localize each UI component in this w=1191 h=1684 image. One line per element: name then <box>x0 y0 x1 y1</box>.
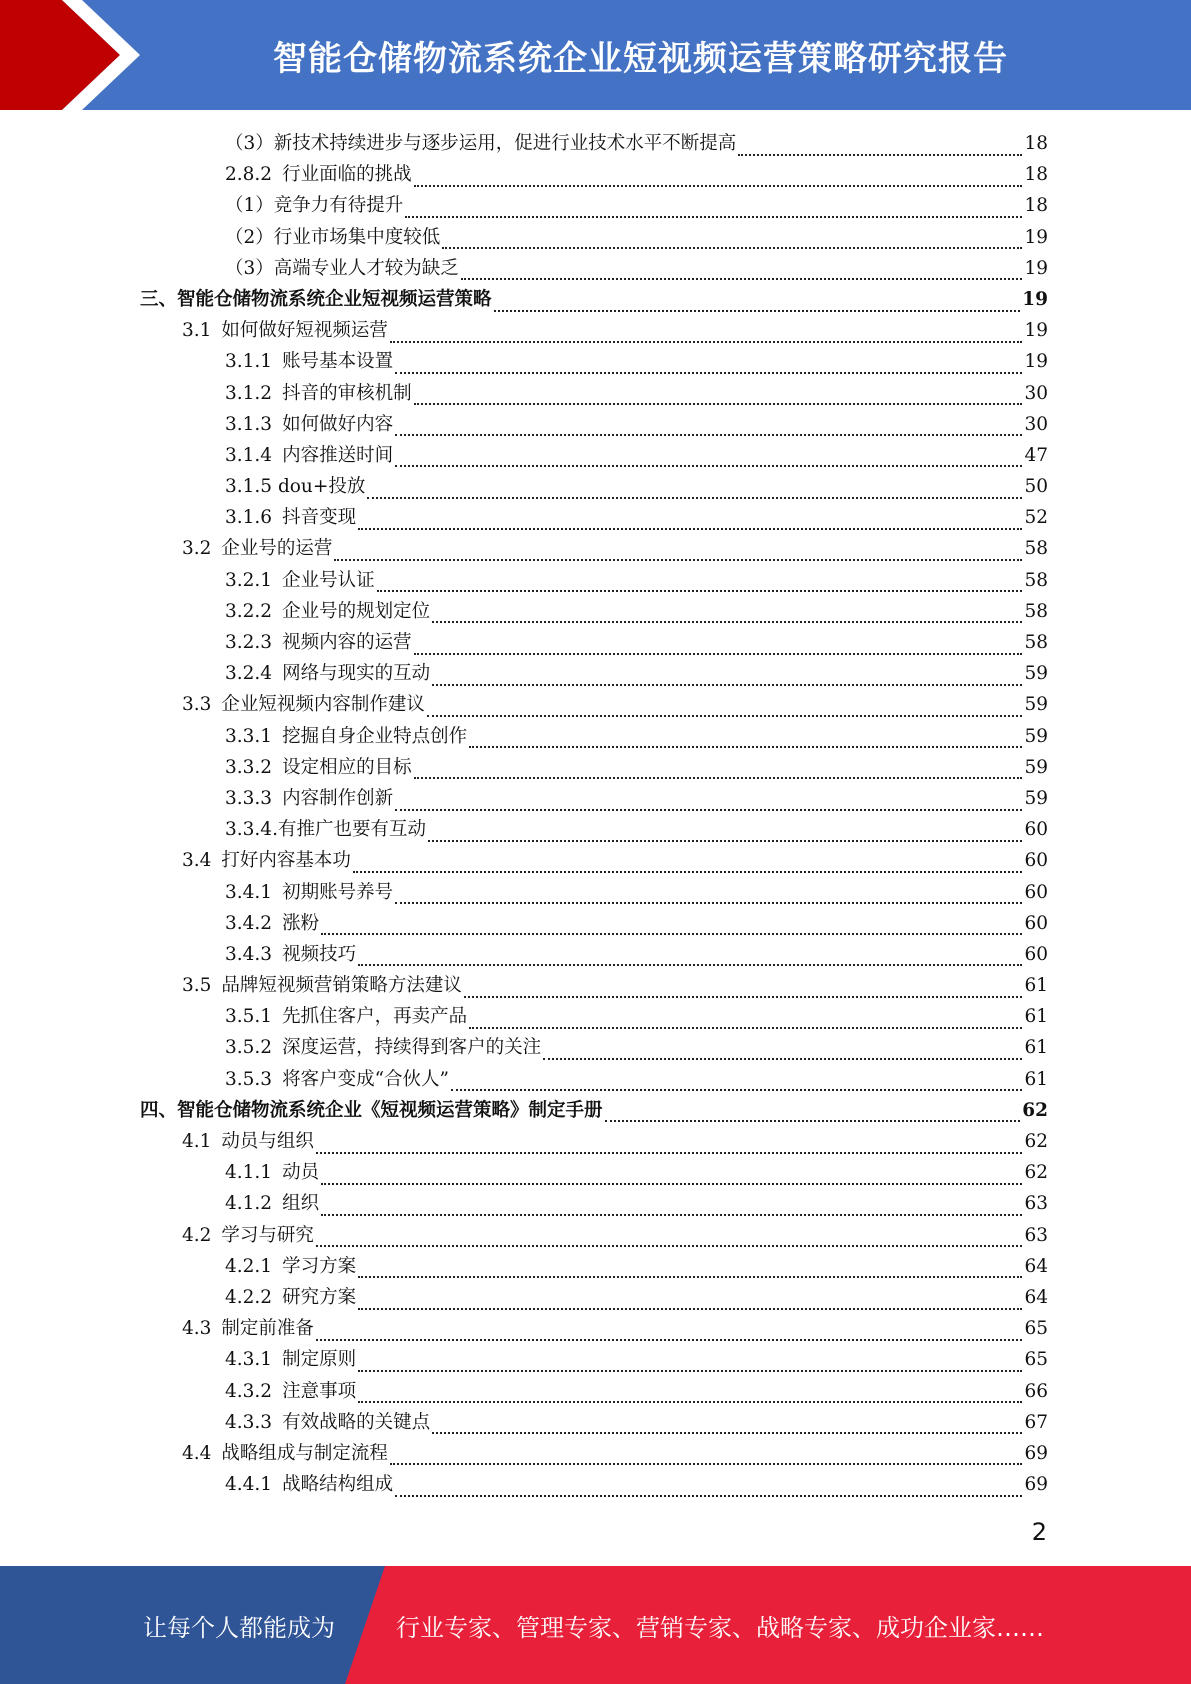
toc-entry-title: 学习与研究 <box>221 1224 314 1246</box>
toc-entry-title: 行业面临的挑战 <box>282 164 412 186</box>
toc-entry[interactable] <box>140 1313 1048 1344</box>
toc-entry-page: 62 <box>1022 1099 1048 1121</box>
toc-entry-page: 19 <box>1024 351 1048 373</box>
toc-entry[interactable] <box>140 783 1048 814</box>
toc-entry-title: 企业号的运营 <box>221 538 333 560</box>
toc-entry-title: 组织 <box>282 1193 320 1215</box>
toc-entry-number: 4.1 <box>182 1131 212 1152</box>
toc-entry-page: 50 <box>1024 476 1048 498</box>
toc-entry-page: 62 <box>1024 1131 1048 1152</box>
toc-entry[interactable] <box>140 970 1048 1001</box>
toc-entry-number: 4.2 <box>182 1224 212 1246</box>
toc-leader-dots <box>321 1169 1022 1185</box>
toc-entry-title: 挖掘自身企业特点创作 <box>282 725 468 747</box>
toc-entry-title: 制定原则 <box>282 1349 357 1371</box>
toc-entry-page: 19 <box>1024 226 1048 248</box>
toc-leader-dots <box>358 950 1022 966</box>
toc-entry-page: 19 <box>1024 257 1048 279</box>
toc-leader-dots <box>358 1387 1022 1403</box>
toc-entry-number: 3.5 <box>182 975 212 997</box>
toc-entry-page: 61 <box>1024 1068 1048 1090</box>
toc-leader-dots <box>432 1418 1022 1434</box>
toc-entry-title: 战略组成与制定流程 <box>221 1442 388 1464</box>
toc-entry[interactable] <box>140 752 1048 783</box>
toc-entry-number: 4.1.1 <box>225 1162 273 1184</box>
toc-entry-title: 如何做好内容 <box>282 413 394 435</box>
toc-entry[interactable] <box>140 253 1048 284</box>
toc-entry-page: 69 <box>1024 1442 1048 1464</box>
toc-entry-page: 60 <box>1024 819 1048 841</box>
toc-entry[interactable] <box>140 658 1048 689</box>
toc-entry[interactable] <box>140 440 1048 471</box>
toc-entry-title: 先抓住客户，再卖产品 <box>282 1006 468 1028</box>
toc-entry-title: 深度运营，持续得到客户的关注 <box>282 1037 542 1059</box>
toc-leader-dots <box>316 1138 1023 1154</box>
toc-leader-dots <box>358 514 1022 530</box>
toc-entry-title: 打好内容基本功 <box>221 850 351 872</box>
toc-leader-dots <box>334 545 1022 561</box>
toc-entry-number: 4.4 <box>182 1442 212 1464</box>
toc-entry[interactable] <box>140 1157 1048 1188</box>
page-footer <box>0 1566 1191 1684</box>
toc-entry-page: 30 <box>1024 382 1048 404</box>
toc-entry[interactable] <box>140 1220 1048 1251</box>
toc-entry[interactable] <box>140 471 1048 502</box>
toc-entry[interactable] <box>140 565 1048 596</box>
toc-leader-dots <box>428 826 1022 842</box>
toc-entry-page: 64 <box>1024 1286 1048 1308</box>
toc-leader-dots <box>321 1200 1022 1216</box>
toc-entry[interactable] <box>140 721 1048 752</box>
toc-entry-number: 3.2.1 <box>225 569 273 591</box>
toc-leader-dots <box>358 1294 1022 1310</box>
toc-entry-number: 2.8.2 <box>225 164 273 186</box>
toc-entry-page: 61 <box>1024 1006 1048 1028</box>
toc-entry[interactable] <box>140 159 1048 190</box>
toc-entry-page: 64 <box>1024 1255 1048 1277</box>
toc-leader-dots <box>469 1013 1022 1029</box>
toc-leader-dots <box>395 358 1022 374</box>
toc-entry-page: 47 <box>1024 444 1048 466</box>
toc-entry-number: 3.1.1 <box>225 351 273 373</box>
toc-leader-dots <box>395 1481 1022 1497</box>
toc-leader-dots <box>442 233 1022 249</box>
toc-entry-number: 3.5.3 <box>225 1068 273 1090</box>
toc-entry[interactable] <box>140 409 1048 440</box>
toc-leader-dots <box>367 483 1022 499</box>
toc-entry-page: 60 <box>1024 850 1048 872</box>
toc-leader-dots <box>461 264 1023 280</box>
toc-entry[interactable] <box>140 1407 1048 1438</box>
toc-entry-title: （1）竞争力有待提升 <box>225 195 404 217</box>
toc-entry-title: 如何做好短视频运营 <box>221 320 388 342</box>
toc-entry-number: 3.3.1 <box>225 725 273 747</box>
toc-entry-title: 初期账号养号 <box>282 881 394 903</box>
toc-entry-title: 制定前准备 <box>221 1318 314 1340</box>
toc-leader-dots <box>543 1044 1022 1060</box>
toc-entry-number: 3.1 <box>182 320 212 342</box>
toc-entry-number: 3.1.2 <box>225 382 273 404</box>
toc-entry-page: 18 <box>1024 164 1048 186</box>
toc-entry[interactable] <box>140 845 1048 876</box>
toc-entry-title: 涨粉 <box>282 912 320 934</box>
toc-entry-page: 65 <box>1024 1349 1048 1371</box>
toc-entry-page: 52 <box>1024 507 1048 529</box>
toc-entry[interactable] <box>140 877 1048 908</box>
toc-entry-number: 3.2 <box>182 538 212 560</box>
toc-entry-title: 研究方案 <box>282 1286 357 1308</box>
toc-entry-number: 3.5.2 <box>225 1037 273 1059</box>
toc-leader-dots <box>414 389 1023 405</box>
toc-entry[interactable] <box>140 1032 1048 1063</box>
toc-leader-dots <box>321 919 1022 935</box>
toc-entry-page: 66 <box>1024 1380 1048 1402</box>
toc-entry-title: 注意事项 <box>282 1380 357 1402</box>
toc-entry-number: 3.1.3 <box>225 413 273 435</box>
toc-entry-page: 61 <box>1024 1037 1048 1059</box>
toc-entry-page: 19 <box>1024 320 1048 342</box>
toc-entry[interactable] <box>140 1064 1048 1095</box>
toc-entry[interactable] <box>140 1438 1048 1469</box>
toc-entry-page: 59 <box>1024 663 1048 685</box>
toc-entry-page: 69 <box>1024 1474 1048 1496</box>
toc-entry[interactable] <box>140 1251 1048 1282</box>
footer-slogan-left: 让每个人都能成为 <box>143 1613 335 1642</box>
toc-entry-number: 3.1.6 <box>225 507 273 529</box>
toc-entry-title: 视频技巧 <box>282 943 357 965</box>
toc-entry-title: 抖音的审核机制 <box>282 382 412 404</box>
toc-entry-number: 3.1.4 <box>225 444 273 466</box>
toc-entry-title: 视频内容的运营 <box>282 632 412 653</box>
toc-entry[interactable] <box>140 1344 1048 1375</box>
toc-entry[interactable] <box>140 596 1048 627</box>
toc-leader-dots <box>358 1356 1022 1372</box>
report-title: 智能仓储物流系统企业短视频运营策略研究报告 <box>273 38 1008 79</box>
toc-entry-title: 内容制作创新 <box>282 787 394 809</box>
toc-entry[interactable] <box>140 814 1048 845</box>
toc-leader-dots <box>414 763 1023 779</box>
toc-entry-title: 企业号认证 <box>282 569 375 591</box>
toc-entry-title: （3）高端专业人才较为缺乏 <box>225 257 459 279</box>
toc-leader-dots <box>358 1262 1022 1278</box>
toc-entry-title: （2）行业市场集中度较低 <box>225 226 441 248</box>
toc-entry-page: 67 <box>1024 1411 1048 1433</box>
toc-entry[interactable] <box>140 346 1048 377</box>
toc-entry-number: 3.3.3 <box>225 787 273 809</box>
toc-entry-title: 账号基本设置 <box>282 351 394 373</box>
toc-leader-dots <box>414 171 1023 187</box>
toc-leader-dots <box>605 1106 1021 1122</box>
toc-leader-dots <box>432 670 1022 686</box>
toc-leader-dots <box>395 451 1022 467</box>
toc-leader-dots <box>427 701 1023 717</box>
toc-entry[interactable] <box>140 222 1048 253</box>
toc-leader-dots <box>390 327 1023 343</box>
toc-leader-dots <box>316 1231 1023 1247</box>
page-number: 2 <box>1031 1518 1047 1546</box>
toc-entry[interactable] <box>140 939 1048 970</box>
toc-entry-number: 3.4.1 <box>225 881 273 903</box>
toc-leader-dots <box>316 1325 1023 1341</box>
toc-entry-page: 59 <box>1024 694 1048 716</box>
toc-entry-page: 65 <box>1024 1318 1048 1340</box>
toc-entry-page: 59 <box>1024 756 1048 778</box>
table-of-contents <box>140 128 1048 1500</box>
toc-entry-number: 3.4.2 <box>225 912 273 934</box>
toc-entry-title: 企业号的规划定位 <box>282 600 431 622</box>
toc-leader-dots <box>405 202 1022 218</box>
toc-entry[interactable] <box>140 533 1048 564</box>
footer-slogan-right: 行业专家、管理专家、营销专家、战略专家、成功企业家…… <box>396 1613 1044 1642</box>
toc-entry-title: 动员 <box>282 1162 320 1184</box>
toc-entry[interactable] <box>140 128 1048 159</box>
toc-entry-number: 3.3 <box>182 694 212 716</box>
toc-entry-number: 3.4 <box>182 850 212 872</box>
toc-entry-title: 网络与现实的互动 <box>282 663 431 685</box>
toc-entry-title: （3）新技术持续进步与逐步运用，促进行业技术水平不断提高 <box>225 133 737 154</box>
toc-entry-title: 动员与组织 <box>221 1131 314 1152</box>
toc-entry-page: 30 <box>1024 413 1048 435</box>
toc-entry[interactable] <box>140 378 1048 409</box>
toc-entry[interactable] <box>140 1001 1048 1032</box>
toc-entry[interactable] <box>140 502 1048 533</box>
toc-entry-number: 4.3 <box>182 1318 212 1340</box>
toc-entry-title: 3.1.5 dou+投放 <box>225 476 366 498</box>
toc-entry[interactable] <box>140 284 1048 315</box>
toc-leader-dots <box>353 857 1023 873</box>
toc-entry-title: 战略结构组成 <box>282 1474 394 1496</box>
toc-leader-dots <box>395 420 1022 436</box>
toc-leader-dots <box>395 795 1022 811</box>
toc-leader-dots <box>414 639 1023 655</box>
toc-entry-page: 58 <box>1024 632 1048 653</box>
toc-entry-number: 4.3.3 <box>225 1411 273 1433</box>
toc-entry-number: 3.4.3 <box>225 943 273 965</box>
toc-entry-number: 3.2.4 <box>225 663 273 685</box>
toc-entry-page: 18 <box>1024 195 1048 217</box>
toc-leader-dots <box>395 888 1022 904</box>
toc-entry-page: 18 <box>1024 133 1048 154</box>
toc-entry[interactable] <box>140 315 1048 346</box>
toc-entry-page: 63 <box>1024 1224 1048 1246</box>
toc-leader-dots <box>377 576 1023 592</box>
toc-entry-number: 4.1.2 <box>225 1193 273 1215</box>
toc-entry-number: 3.2.3 <box>225 632 273 653</box>
toc-entry-number: 4.2.1 <box>225 1255 273 1277</box>
toc-leader-dots <box>738 140 1022 156</box>
toc-entry-number: 3.3.2 <box>225 756 273 778</box>
toc-entry[interactable] <box>140 1282 1048 1313</box>
toc-entry-title: 设定相应的目标 <box>282 756 412 778</box>
toc-leader-dots <box>464 982 1023 998</box>
toc-entry-title: 抖音变现 <box>282 507 357 529</box>
toc-entry-title: 学习方案 <box>282 1255 357 1277</box>
toc-entry-number: 3.5.1 <box>225 1006 273 1028</box>
toc-entry-page: 59 <box>1024 787 1048 809</box>
toc-entry-number: 3.2.2 <box>225 600 273 622</box>
toc-entry[interactable] <box>140 689 1048 720</box>
toc-entry-page: 58 <box>1024 569 1048 591</box>
toc-leader-dots <box>451 1075 1022 1091</box>
toc-entry-number: 4.3.2 <box>225 1380 273 1402</box>
toc-entry-title: 品牌短视频营销策略方法建议 <box>221 975 462 997</box>
toc-entry-title: 3.3.4.有推广也要有互动 <box>225 819 426 841</box>
toc-entry-page: 60 <box>1024 881 1048 903</box>
toc-entry-number: 4.2.2 <box>225 1286 273 1308</box>
toc-leader-dots <box>432 607 1022 623</box>
toc-entry[interactable] <box>140 190 1048 221</box>
header-arrow-decoration <box>0 0 150 110</box>
toc-entry-page: 60 <box>1024 912 1048 934</box>
toc-entry-page: 59 <box>1024 725 1048 747</box>
toc-entry-title: 四、智能仓储物流系统企业《短视频运营策略》制定手册 <box>140 1099 603 1121</box>
toc-entry-page: 58 <box>1024 538 1048 560</box>
toc-entry[interactable] <box>140 1126 1048 1157</box>
toc-leader-dots <box>494 296 1021 312</box>
toc-entry-page: 63 <box>1024 1193 1048 1215</box>
toc-entry-number: 4.4.1 <box>225 1474 273 1496</box>
toc-entry-page: 19 <box>1022 288 1048 310</box>
toc-entry-title: 三、智能仓储物流系统企业短视频运营策略 <box>140 288 492 310</box>
toc-entry[interactable] <box>140 1469 1048 1500</box>
toc-entry-title: 企业短视频内容制作建议 <box>221 694 425 716</box>
toc-entry-title: 有效战略的关键点 <box>282 1411 431 1433</box>
toc-entry-page: 60 <box>1024 943 1048 965</box>
toc-entry-title: 内容推送时间 <box>282 444 394 466</box>
toc-entry-page: 62 <box>1024 1162 1048 1184</box>
toc-entry-page: 58 <box>1024 600 1048 622</box>
page-header <box>0 0 1191 110</box>
toc-entry-number: 4.3.1 <box>225 1349 273 1371</box>
toc-leader-dots <box>469 732 1022 748</box>
toc-entry[interactable] <box>140 908 1048 939</box>
toc-entry[interactable] <box>140 1188 1048 1219</box>
toc-entry-page: 61 <box>1024 975 1048 997</box>
toc-leader-dots <box>390 1449 1023 1465</box>
toc-entry[interactable] <box>140 627 1048 658</box>
toc-entry[interactable] <box>140 1095 1048 1126</box>
toc-entry[interactable] <box>140 1376 1048 1407</box>
toc-entry-title: 将客户变成“合伙人” <box>282 1068 449 1090</box>
